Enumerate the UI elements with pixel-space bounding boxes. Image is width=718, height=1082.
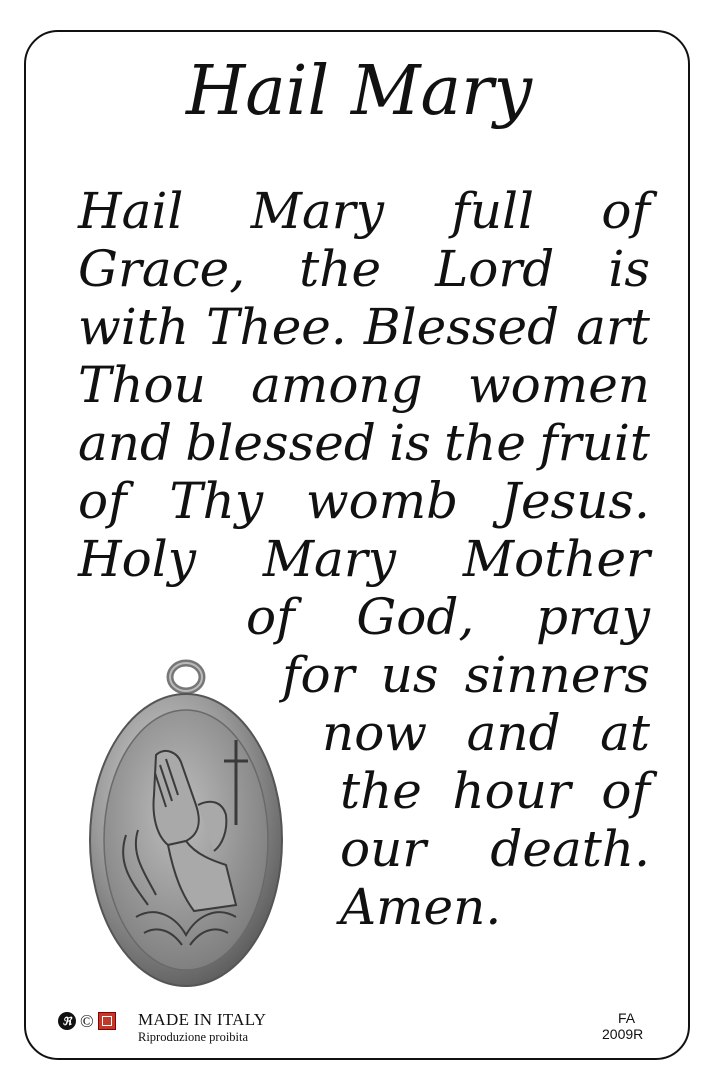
prayer-word: art [576, 298, 650, 356]
prayer-word: full [451, 182, 535, 240]
prayer-word: the [299, 240, 382, 298]
made-in-label: MADE IN ITALY [138, 1010, 267, 1029]
prayer-word: Amen. [340, 878, 502, 936]
prayer-line [78, 414, 650, 472]
prayer-word: now [322, 704, 428, 762]
prayer-word: is [389, 414, 431, 472]
prayer-line [340, 820, 650, 878]
prayer-word: our [340, 820, 427, 878]
footer [58, 1010, 678, 1046]
prayer-title: Hail Mary [185, 52, 533, 131]
prayer-word: sinners [464, 646, 650, 704]
prayer-word: Holy [78, 530, 196, 588]
prayer-word: of [78, 472, 127, 530]
prayer-word: womb [305, 472, 459, 530]
prayer-word: pray [536, 588, 650, 646]
prayer-word: Jesus. [500, 472, 650, 530]
prayer-word: Grace, [78, 240, 246, 298]
prayer-word: us [380, 646, 439, 704]
prayer-line [340, 762, 650, 820]
prayer-line [78, 530, 650, 588]
prayer-word: Mary [250, 182, 384, 240]
product-code-line1: FA [618, 1010, 636, 1026]
prayer-line [282, 646, 650, 704]
prayer-word: the [444, 414, 526, 472]
prayer-word: women [467, 356, 650, 414]
prayer-line [322, 704, 650, 762]
prayer-word: Hail [78, 182, 184, 240]
prayer-word: Mother [462, 530, 650, 588]
prayer-word: hour [452, 762, 571, 820]
reproduction-notice: Riproduzione proibita [138, 1030, 249, 1044]
prayer-line [78, 240, 650, 298]
publisher-marks [58, 1012, 116, 1030]
prayer-word: of [246, 588, 295, 646]
prayer-word: and [466, 704, 561, 762]
prayer-word: is [608, 240, 650, 298]
prayer-line [78, 298, 650, 356]
prayer-word: fruit [539, 414, 650, 472]
prayer-word: of [601, 182, 650, 240]
prayer-word: and [78, 414, 173, 472]
prayer-line [340, 878, 520, 936]
prayer-line [78, 356, 650, 414]
prayer-word: of [601, 762, 650, 820]
prayer-word: Thee. [206, 298, 347, 356]
prayer-word: Blessed [363, 298, 560, 356]
prayer-word: death. [490, 820, 650, 878]
prayer-word: Lord [435, 240, 555, 298]
prayer-line [78, 182, 650, 240]
prayer-word: Thou [78, 356, 206, 414]
prayer-word: among [251, 356, 423, 414]
trademark-box-icon [98, 1012, 116, 1030]
prayer-word: God, [356, 588, 475, 646]
prayer-word: blessed [185, 414, 376, 472]
product-code-line2: 2009R [602, 1026, 644, 1042]
praying-hands-medal-icon [86, 655, 286, 995]
prayer-word: for [282, 646, 355, 704]
prayer-line [246, 588, 650, 646]
prayer-line [78, 472, 650, 530]
prayer-word: the [340, 762, 422, 820]
prayer-word: at [600, 704, 650, 762]
copyright-symbol: © [80, 1011, 94, 1031]
publisher-logo-icon: ℜ [58, 1012, 76, 1030]
prayer-word: Mary [262, 530, 396, 588]
prayer-word: with [78, 298, 190, 356]
prayer-word: Thy [169, 472, 264, 530]
